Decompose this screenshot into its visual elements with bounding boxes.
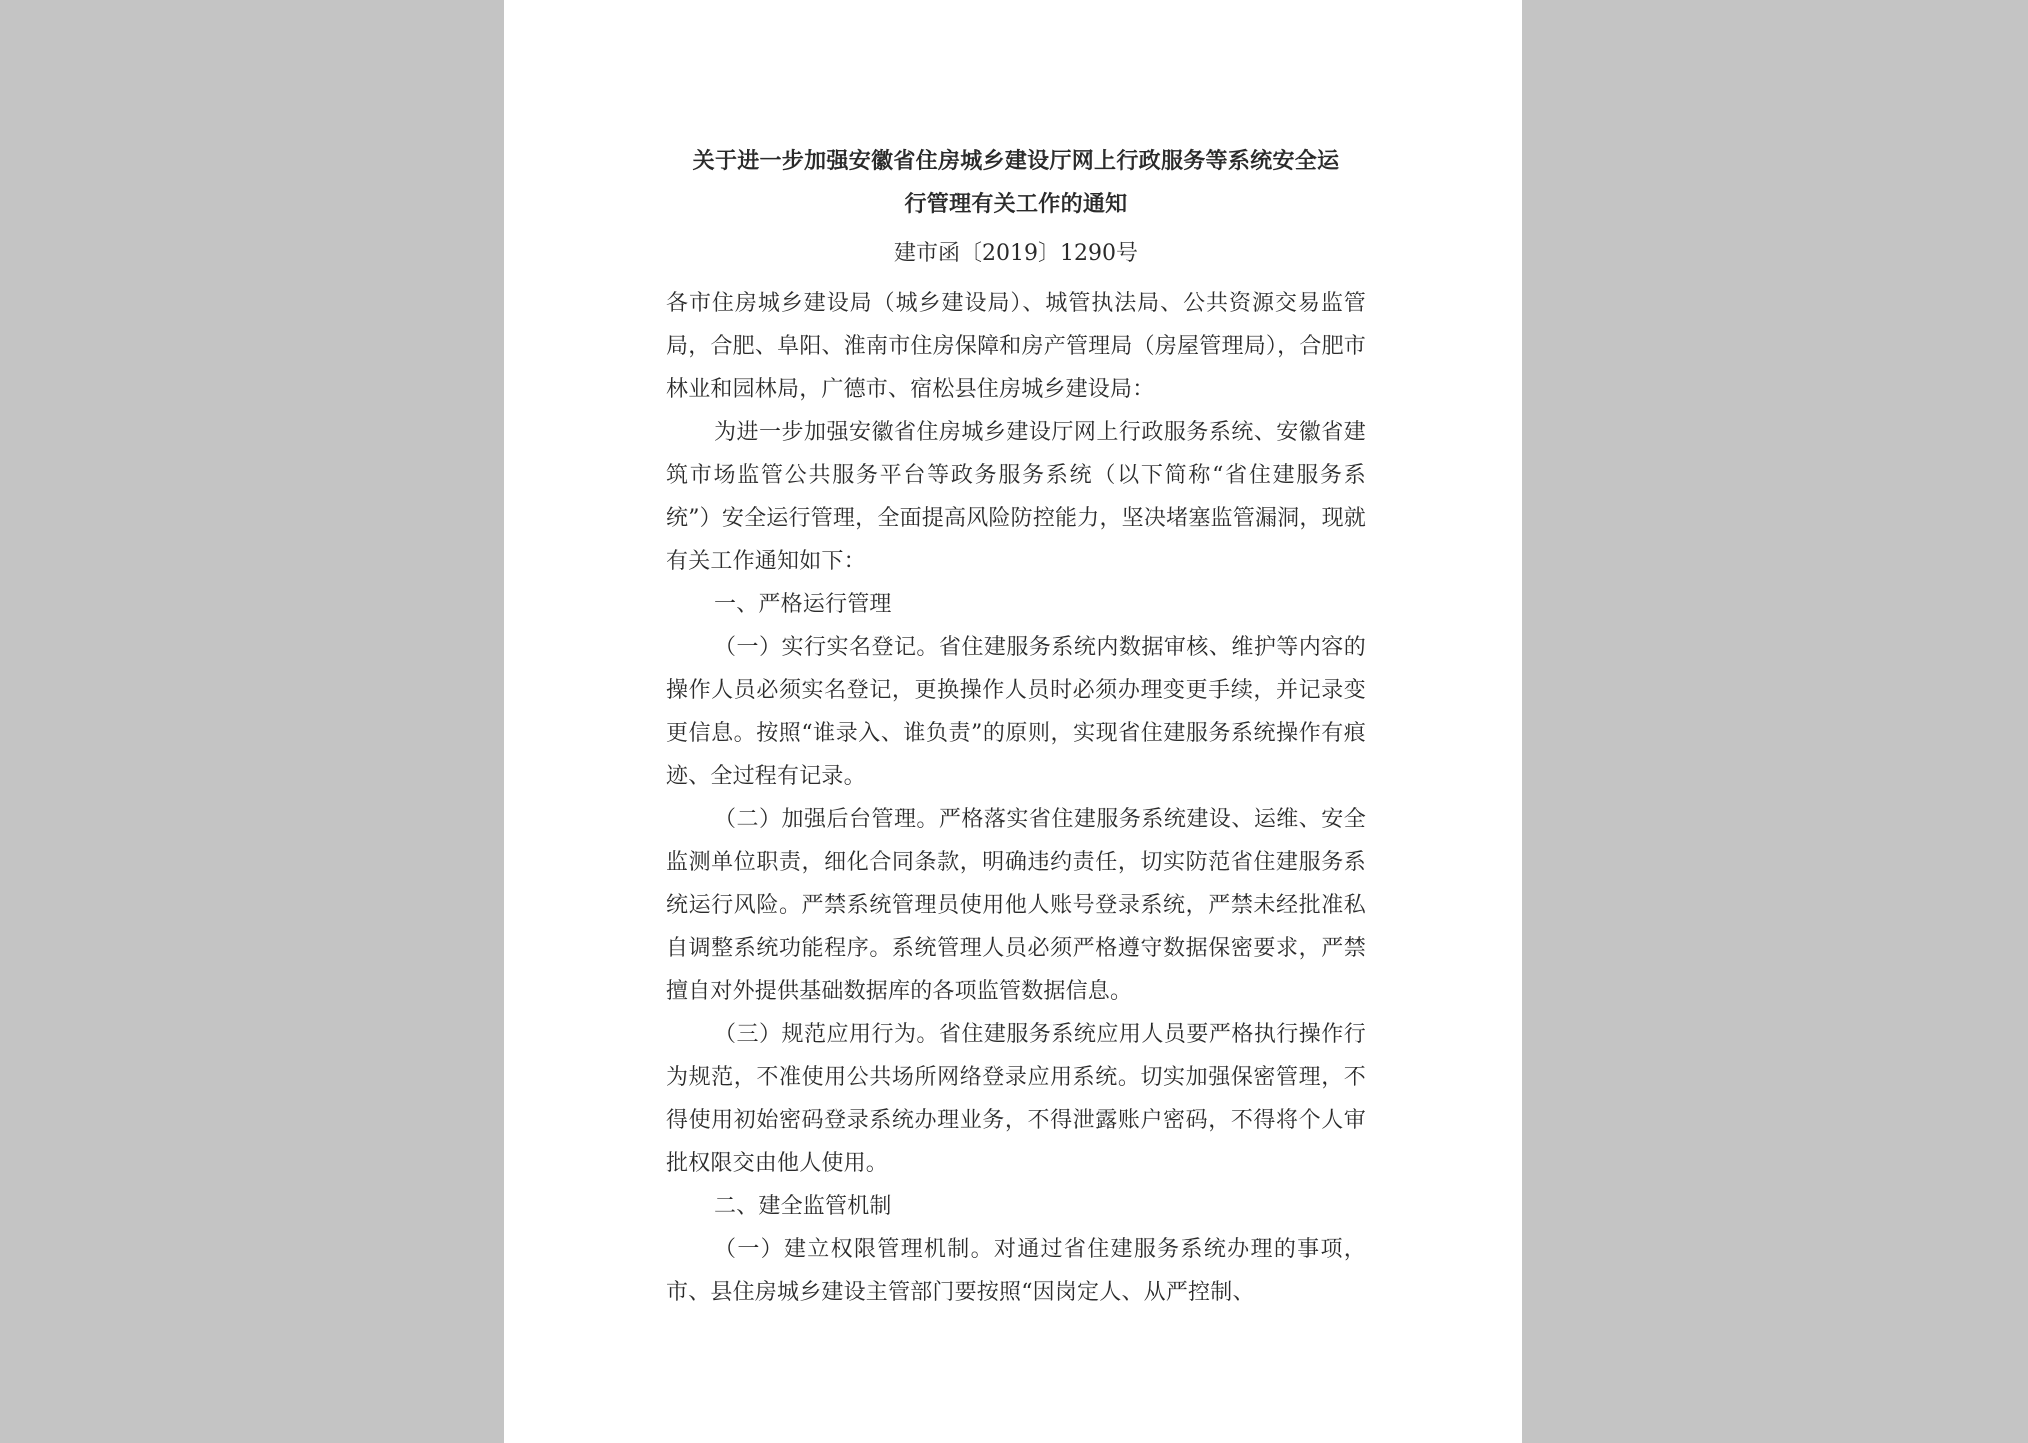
section-1-item-2: （二）加强后台管理。严格落实省住建服务系统建设、运维、安全监测单位职责，细化合同条款，明确违约责任，切实防范省住建服务系统运行风险。严禁系统管理员使用他人账号登录系统，严禁未经批准私自调整系统功能程序。系统管理人员必须严格遵守数据保密要求，严禁擅自对外提供基础数据库的各项监管数据信息。 bbox=[666, 807, 1366, 1004]
intro-paragraph: 为进一步加强安徽省住房城乡建设厅网上行政服务系统、安徽省建筑市场监管公共服务平台等政务服务系统（以下简称“省住建服务系统”）安全运行管理，全面提高风险防控能力，坚决堵塞监管漏洞，现就有关工作通知如下： bbox=[666, 420, 1366, 574]
document-page bbox=[504, 0, 1522, 1443]
addressee-paragraph: 各市住房城乡建设局（城乡建设局）、城管执法局、公共资源交易监管局，合肥、阜阳、淮南市住房保障和房产管理局（房屋管理局），合肥市林业和园林局，广德市、宿松县住房城乡建设局： bbox=[666, 291, 1366, 402]
section-2-item-1: （一）建立权限管理机制。对通过省住建服务系统办理的事项，市、县住房城乡建设主管部门要按照“因岗定人、从严控制、 bbox=[666, 1237, 1366, 1305]
document-title bbox=[666, 140, 1366, 226]
section-2-heading: 二、建全监管机制 bbox=[714, 1194, 892, 1219]
document-body bbox=[666, 140, 1366, 1314]
document-number: 建市函〔2019〕1290号 bbox=[894, 241, 1138, 266]
section-1-heading: 一、严格运行管理 bbox=[714, 592, 892, 617]
title-line-1: 关于进一步加强安徽省住房城乡建设厅网上行政服务等系统安全运 bbox=[692, 148, 1340, 174]
title-line-2: 行管理有关工作的通知 bbox=[904, 191, 1128, 217]
section-1-item-3: （三）规范应用行为。省住建服务系统应用人员要严格执行操作行为规范，不准使用公共场所网络登录应用系统。切实加强保密管理，不得使用初始密码登录系统办理业务，不得泄露账户密码，不得将个人审批权限交由他人使用。 bbox=[666, 1022, 1366, 1176]
section-1-item-1: （一）实行实名登记。省住建服务系统内数据审核、维护等内容的操作人员必须实名登记，更换操作人员时必须办理变更手续，并记录变更信息。按照“谁录入、谁负责”的原则，实现省住建服务系统操作有痕迹、全过程有记录。 bbox=[666, 635, 1366, 789]
